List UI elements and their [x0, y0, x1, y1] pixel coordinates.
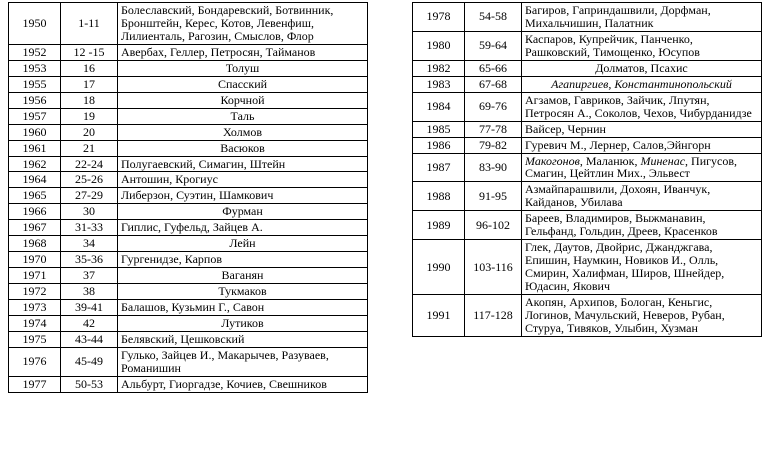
cell-number: 35-36 [61, 252, 118, 268]
cell-number: 39-41 [61, 300, 118, 316]
table-row [413, 211, 762, 240]
cell-number: 45-49 [61, 347, 118, 376]
table-row [413, 60, 762, 76]
cell-number: 22-24 [61, 156, 118, 172]
cell-year: 1950 [9, 3, 61, 45]
cell-year: 1952 [9, 44, 61, 60]
cell-year: 1953 [9, 60, 61, 76]
cell-year: 1964 [9, 172, 61, 188]
cell-year: 1986 [413, 137, 465, 153]
cell-year: 1977 [9, 376, 61, 392]
cell-year: 1984 [413, 92, 465, 121]
cell-year: 1955 [9, 76, 61, 92]
table-row [9, 3, 368, 45]
cell-number: 34 [61, 236, 118, 252]
cell-number: 59-64 [465, 31, 522, 60]
table-row [9, 140, 368, 156]
cell-year: 1957 [9, 108, 61, 124]
table-row [9, 347, 368, 376]
cell-number: 12 -15 [61, 44, 118, 60]
cell-number: 103-116 [465, 240, 522, 295]
left-table-container [8, 2, 368, 393]
cell-names: Вайсер, Чернин [522, 121, 762, 137]
cell-number: 27-29 [61, 188, 118, 204]
cell-year: 1965 [9, 188, 61, 204]
right-table-container [412, 2, 762, 337]
cell-names: Лутиков [118, 316, 368, 332]
cell-names: Гулько, Зайцев И., Макарычев, Разуваев, Романишин [118, 347, 368, 376]
cell-names: Лейн [118, 236, 368, 252]
left-table-body [9, 3, 368, 393]
cell-year: 1956 [9, 92, 61, 108]
right-table-body [413, 3, 762, 337]
cell-year: 1970 [9, 252, 61, 268]
cell-names: Гиплис, Гуфельд, Зайцев А. [118, 220, 368, 236]
cell-names: Азмайпарашвили, Дохоян, Иванчук, Кайданов, Убилава [522, 182, 762, 211]
table-row [413, 137, 762, 153]
cell-number: 67-68 [465, 76, 522, 92]
table-row [9, 60, 368, 76]
cell-names: Акопян, Архипов, Бологан, Кеньгис, Логинов, Мачульский, Неверов, Рубан, Стуруа, Тивяков, Улыбин, Хузман [522, 295, 762, 337]
cell-number: 18 [61, 92, 118, 108]
cell-number: 83-90 [465, 153, 522, 182]
cell-number: 25-26 [61, 172, 118, 188]
cell-year: 1983 [413, 76, 465, 92]
cell-year: 1961 [9, 140, 61, 156]
cell-names: Бареев, Владимиров, Выжманавин, Гельфанд, Гольдин, Дреев, Красенков [522, 211, 762, 240]
cell-names: Ваганян [118, 268, 368, 284]
table-row [413, 240, 762, 295]
cell-number: 79-82 [465, 137, 522, 153]
cell-names: Корчной [118, 92, 368, 108]
table-row [413, 92, 762, 121]
table-row [9, 268, 368, 284]
cell-year: 1975 [9, 332, 61, 348]
cell-names: Макогонов, Маланюк, Миненас, Пигусов, Смагин, Цейтлин Мих., Эльвест [522, 153, 762, 182]
cell-number: 1-11 [61, 3, 118, 45]
cell-names: Васюков [118, 140, 368, 156]
cell-names: Авербах, Геллер, Петросян, Тайманов [118, 44, 368, 60]
table-row [9, 220, 368, 236]
table-row [413, 76, 762, 92]
table-row [9, 376, 368, 392]
cell-names: Белявский, Цешковский [118, 332, 368, 348]
cell-year: 1976 [9, 347, 61, 376]
cell-number: 21 [61, 140, 118, 156]
cell-number: 19 [61, 108, 118, 124]
cell-year: 1978 [413, 3, 465, 32]
table-row [9, 92, 368, 108]
cell-year: 1966 [9, 204, 61, 220]
table-row [9, 284, 368, 300]
cell-names: Тукмаков [118, 284, 368, 300]
cell-year: 1962 [9, 156, 61, 172]
cell-number: 96-102 [465, 211, 522, 240]
cell-year: 1960 [9, 124, 61, 140]
cell-number: 20 [61, 124, 118, 140]
cell-number: 16 [61, 60, 118, 76]
cell-number: 38 [61, 284, 118, 300]
cell-names: Каспаров, Купрейчик, Панченко, Рашковский, Тимощенко, Юсупов [522, 31, 762, 60]
cell-year: 1987 [413, 153, 465, 182]
cell-year: 1971 [9, 268, 61, 284]
chess-champions-right-table [412, 2, 762, 337]
table-row [9, 300, 368, 316]
cell-names: Гургенидзе, Карпов [118, 252, 368, 268]
cell-year: 1973 [9, 300, 61, 316]
cell-number: 77-78 [465, 121, 522, 137]
cell-year: 1990 [413, 240, 465, 295]
cell-names: Холмов [118, 124, 368, 140]
cell-number: 117-128 [465, 295, 522, 337]
cell-year: 1985 [413, 121, 465, 137]
cell-names: Глек, Даутов, Двойрис, Джанджгава, Епишин, Наумкин, Новиков И., Олль, Смирин, Халифман, Широв, Шнейдер, Юдасин, Якович [522, 240, 762, 295]
table-row [9, 332, 368, 348]
cell-number: 42 [61, 316, 118, 332]
table-row [9, 204, 368, 220]
cell-year: 1968 [9, 236, 61, 252]
cell-names: Балашов, Кузьмин Г., Савон [118, 300, 368, 316]
table-row [9, 156, 368, 172]
table-row [9, 76, 368, 92]
cell-names: Полугаевский, Симагин, Штейн [118, 156, 368, 172]
cell-number: 30 [61, 204, 118, 220]
table-row [413, 153, 762, 182]
cell-names: Гуревич М., Лернер, Салов,Эйнгорн [522, 137, 762, 153]
cell-names: Долматов, Псахис [522, 60, 762, 76]
cell-names: Таль [118, 108, 368, 124]
cell-year: 1972 [9, 284, 61, 300]
cell-number: 31-33 [61, 220, 118, 236]
cell-year: 1988 [413, 182, 465, 211]
cell-year: 1974 [9, 316, 61, 332]
table-row [9, 44, 368, 60]
cell-number: 65-66 [465, 60, 522, 76]
table-row [413, 31, 762, 60]
table-row [9, 236, 368, 252]
cell-names: Багиров, Гаприндашвили, Дорфман, Михальчишин, Палатник [522, 3, 762, 32]
cell-names: Фурман [118, 204, 368, 220]
cell-number: 50-53 [61, 376, 118, 392]
cell-year: 1982 [413, 60, 465, 76]
cell-number: 54-58 [465, 3, 522, 32]
table-row [413, 121, 762, 137]
chess-champions-left-table [8, 2, 368, 393]
cell-number: 37 [61, 268, 118, 284]
cell-year: 1967 [9, 220, 61, 236]
table-row [413, 3, 762, 32]
cell-year: 1991 [413, 295, 465, 337]
table-row [9, 172, 368, 188]
cell-year: 1980 [413, 31, 465, 60]
cell-names: Агзамов, Гавриков, Зайчик, Лпутян, Петросян А., Соколов, Чехов, Чибурданидзе [522, 92, 762, 121]
table-row [9, 316, 368, 332]
table-row [9, 252, 368, 268]
table-row [413, 182, 762, 211]
cell-names: Либерзон, Суэтин, Шамкович [118, 188, 368, 204]
cell-names: Агапиргиев, Константинопольский [522, 76, 762, 92]
table-row [413, 295, 762, 337]
table-row [9, 108, 368, 124]
cell-names: Болеславский, Бондаревский, Ботвинник, Бронштейн, Керес, Котов, Левенфиш, Лилиенталь, Рагозин, Смыслов, Флор [118, 3, 368, 45]
cell-number: 91-95 [465, 182, 522, 211]
cell-names: Толуш [118, 60, 368, 76]
table-row [9, 188, 368, 204]
cell-names: Спасский [118, 76, 368, 92]
table-row [9, 124, 368, 140]
cell-year: 1989 [413, 211, 465, 240]
cell-names: Антошин, Крогиус [118, 172, 368, 188]
cell-number: 43-44 [61, 332, 118, 348]
cell-number: 69-76 [465, 92, 522, 121]
cell-number: 17 [61, 76, 118, 92]
cell-names: Альбурт, Гиоргадзе, Кочиев, Свешников [118, 376, 368, 392]
